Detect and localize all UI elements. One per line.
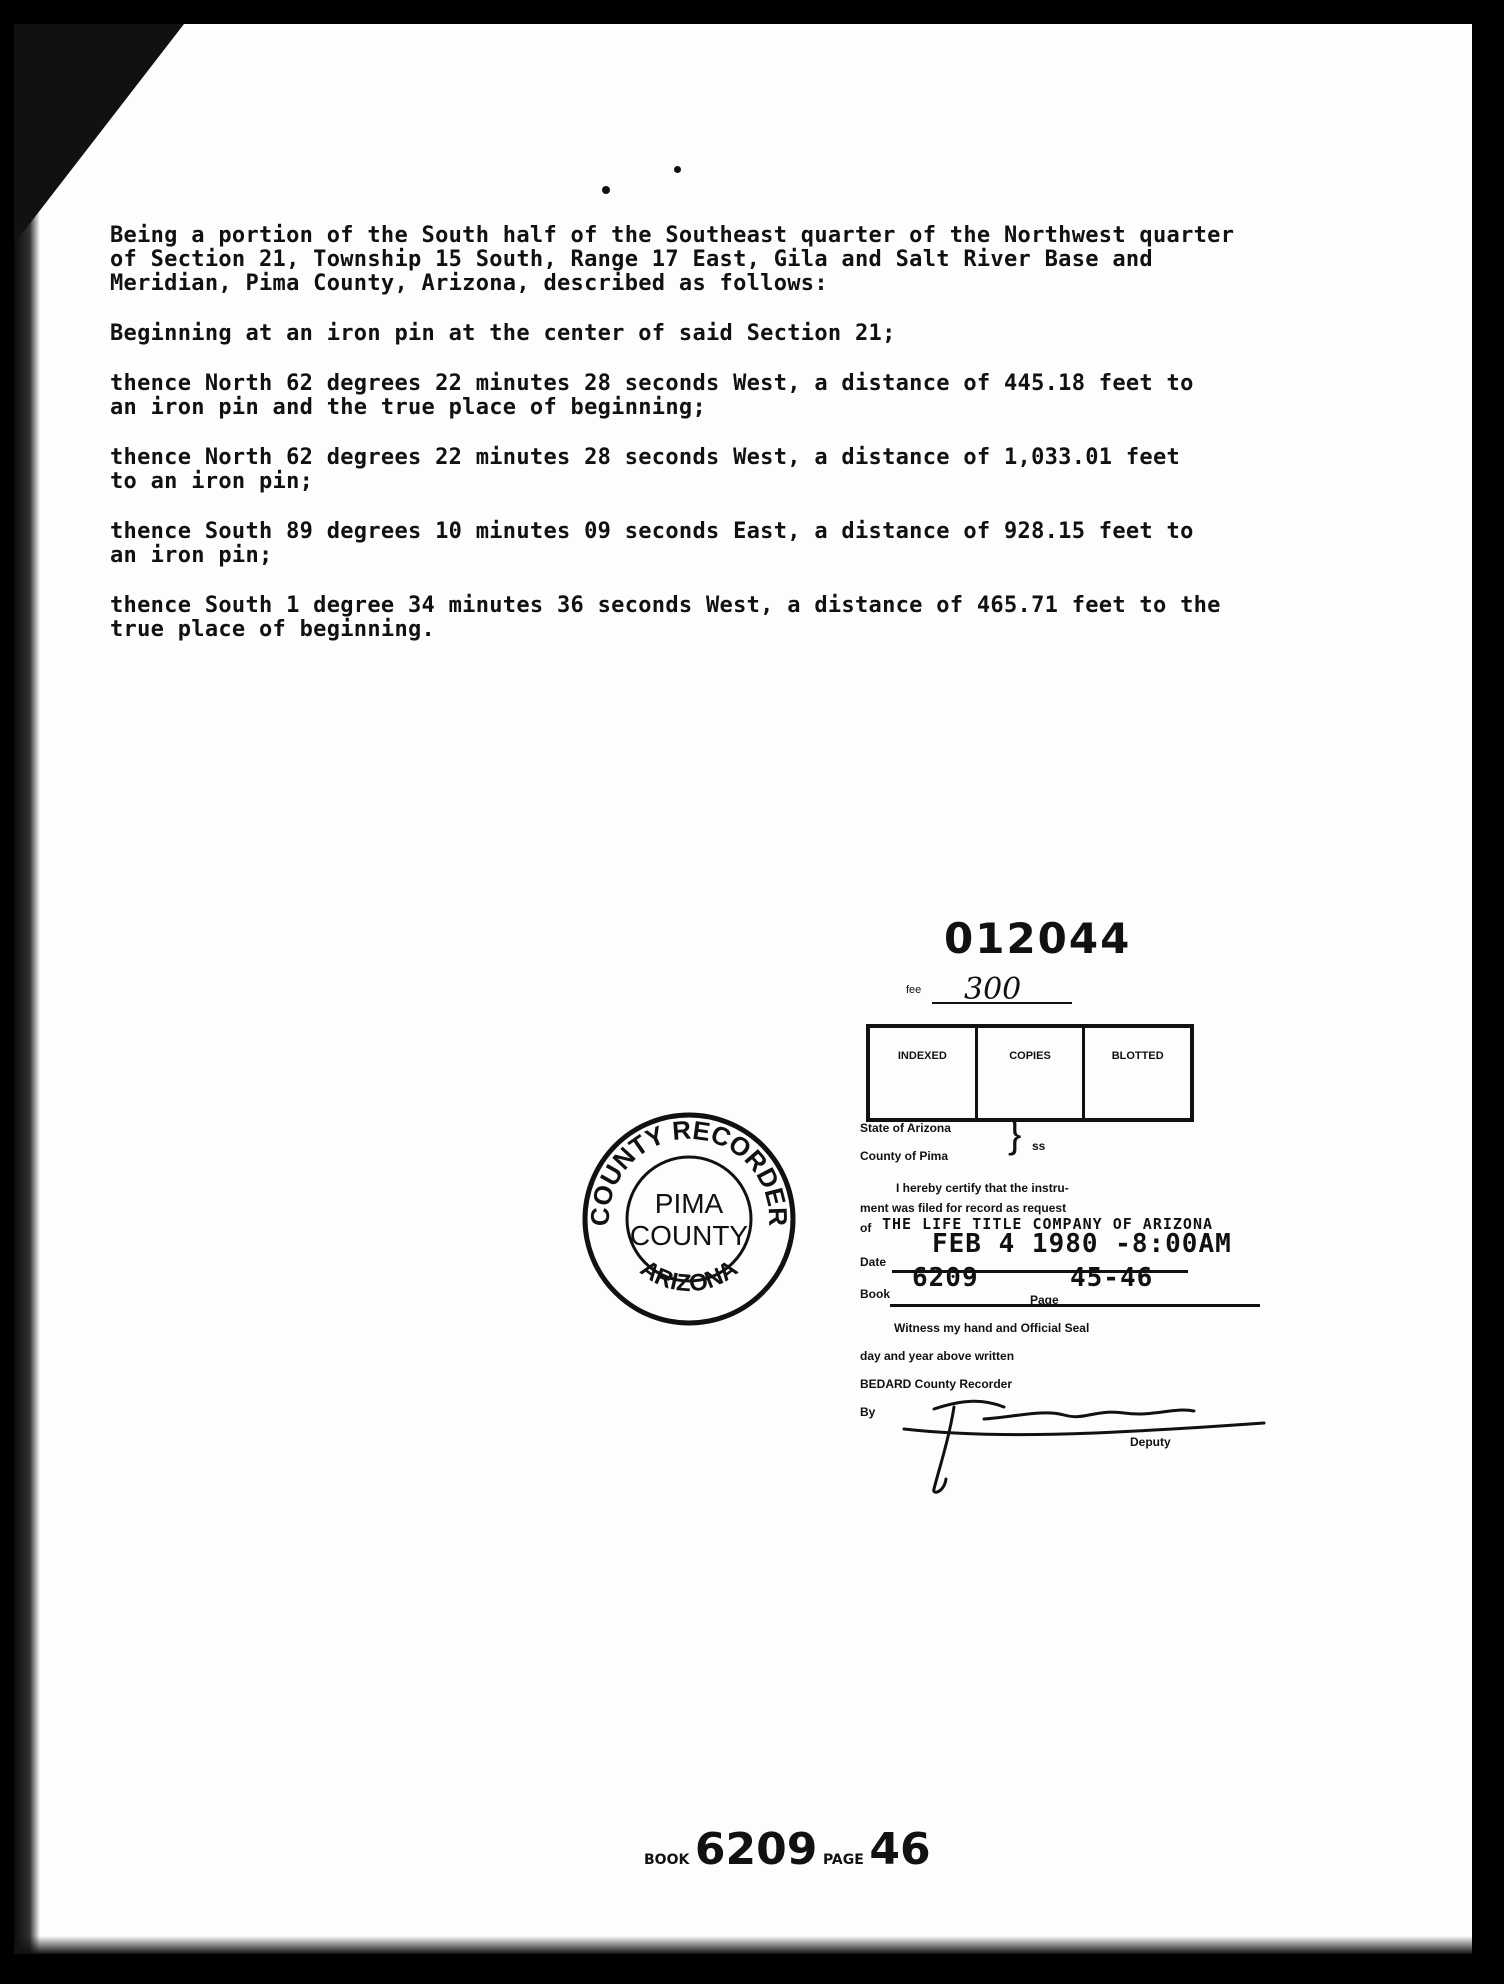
paragraph-course-4: thence South 1 degree 34 minutes 36 seconds West, a distance of 465.71 feet to the true place of beginning.	[110, 593, 1221, 642]
state-line: State of Arizona	[860, 1121, 951, 1135]
seal-center-line-1: PIMA	[654, 1188, 724, 1219]
county-line: County of Pima	[860, 1149, 949, 1163]
document-number: 012044	[944, 914, 1132, 963]
book-label: Book	[860, 1287, 890, 1301]
footer-page-label: PAGE	[822, 1852, 864, 1868]
county-seal	[579, 1109, 799, 1329]
footer-book-label: BOOK	[644, 1852, 690, 1868]
signature-stroke	[904, 1401, 1264, 1492]
paragraph-course-3: thence South 89 degrees 10 minutes 09 seconds East, a distance of 928.15 feet to an iron pin;	[110, 519, 1194, 568]
fee-rule	[932, 1002, 1072, 1004]
book-page-footer	[644, 1824, 931, 1875]
speck	[602, 186, 610, 194]
scanned-page	[14, 24, 1472, 1954]
certify-line-1: I hereby certify that the instru-	[896, 1181, 1069, 1195]
recorder-line: BEDARD County Recorder	[860, 1377, 1013, 1391]
scan-left-edge	[14, 24, 40, 1954]
of-label: of	[860, 1221, 872, 1235]
paragraph-portion: Being a portion of the South half of the Southeast quarter of the Northwest quarter of Section 21, Township 15 South, Range 17 East, Gila and Salt River Base and Meridian, Pima County, Arizona, described as follows:	[110, 223, 1235, 296]
folded-corner	[14, 24, 184, 244]
brace-glyph: }	[1008, 1112, 1022, 1156]
date-label: Date	[860, 1255, 887, 1269]
recording-boxes	[866, 1024, 1194, 1122]
seal-bottom-text: ARIZONA	[635, 1254, 743, 1298]
legal-description	[110, 224, 1310, 668]
footer-book-number: 6209	[694, 1824, 818, 1875]
seal-top-text: COUNTY RECORDER	[584, 1114, 794, 1227]
deputy-label: Deputy	[1130, 1435, 1171, 1449]
paragraph-beginning: Beginning at an iron pin at the center of said Section 21;	[110, 321, 896, 346]
page-label: Page	[1030, 1293, 1059, 1307]
title-company: THE LIFE TITLE COMPANY OF ARIZONA	[882, 1215, 1214, 1233]
indexed-box: INDEXED	[870, 1028, 978, 1118]
ss-mark: ss	[1032, 1139, 1046, 1153]
seal-center-line-2: COUNTY	[629, 1220, 749, 1251]
scan-bottom-edge	[14, 1936, 1472, 1954]
paragraph-course-2: thence North 62 degrees 22 minutes 28 seconds West, a distance of 1,033.01 feet to an iron pin;	[110, 445, 1181, 494]
book-rule	[890, 1304, 1260, 1307]
speck	[674, 166, 681, 173]
blotted-box: BLOTTED	[1111, 1050, 1164, 1062]
copies-box: COPIES	[978, 1028, 1086, 1118]
certify-line-2: ment was filed for record as request	[860, 1201, 1067, 1215]
witness-line: Witness my hand and Official Seal	[894, 1321, 1090, 1335]
deputy-signature	[894, 1389, 1274, 1499]
date-value: FEB 4 1980 -8:00AM	[932, 1229, 1232, 1259]
fee-value: 300	[964, 972, 1022, 1007]
paragraph-course-1: thence North 62 degrees 22 minutes 28 seconds West, a distance of 445.18 feet to an iron pin and the true place of beginning;	[110, 371, 1194, 420]
footer-page-number: 46	[869, 1824, 931, 1875]
by-label: By	[860, 1405, 876, 1419]
book-value: 6209	[912, 1263, 979, 1293]
seal-inner-ring	[627, 1157, 751, 1281]
page-value: 45-46	[1070, 1263, 1154, 1293]
day-year-line: day and year above written	[860, 1349, 1015, 1363]
fee-label: fee	[906, 984, 922, 996]
